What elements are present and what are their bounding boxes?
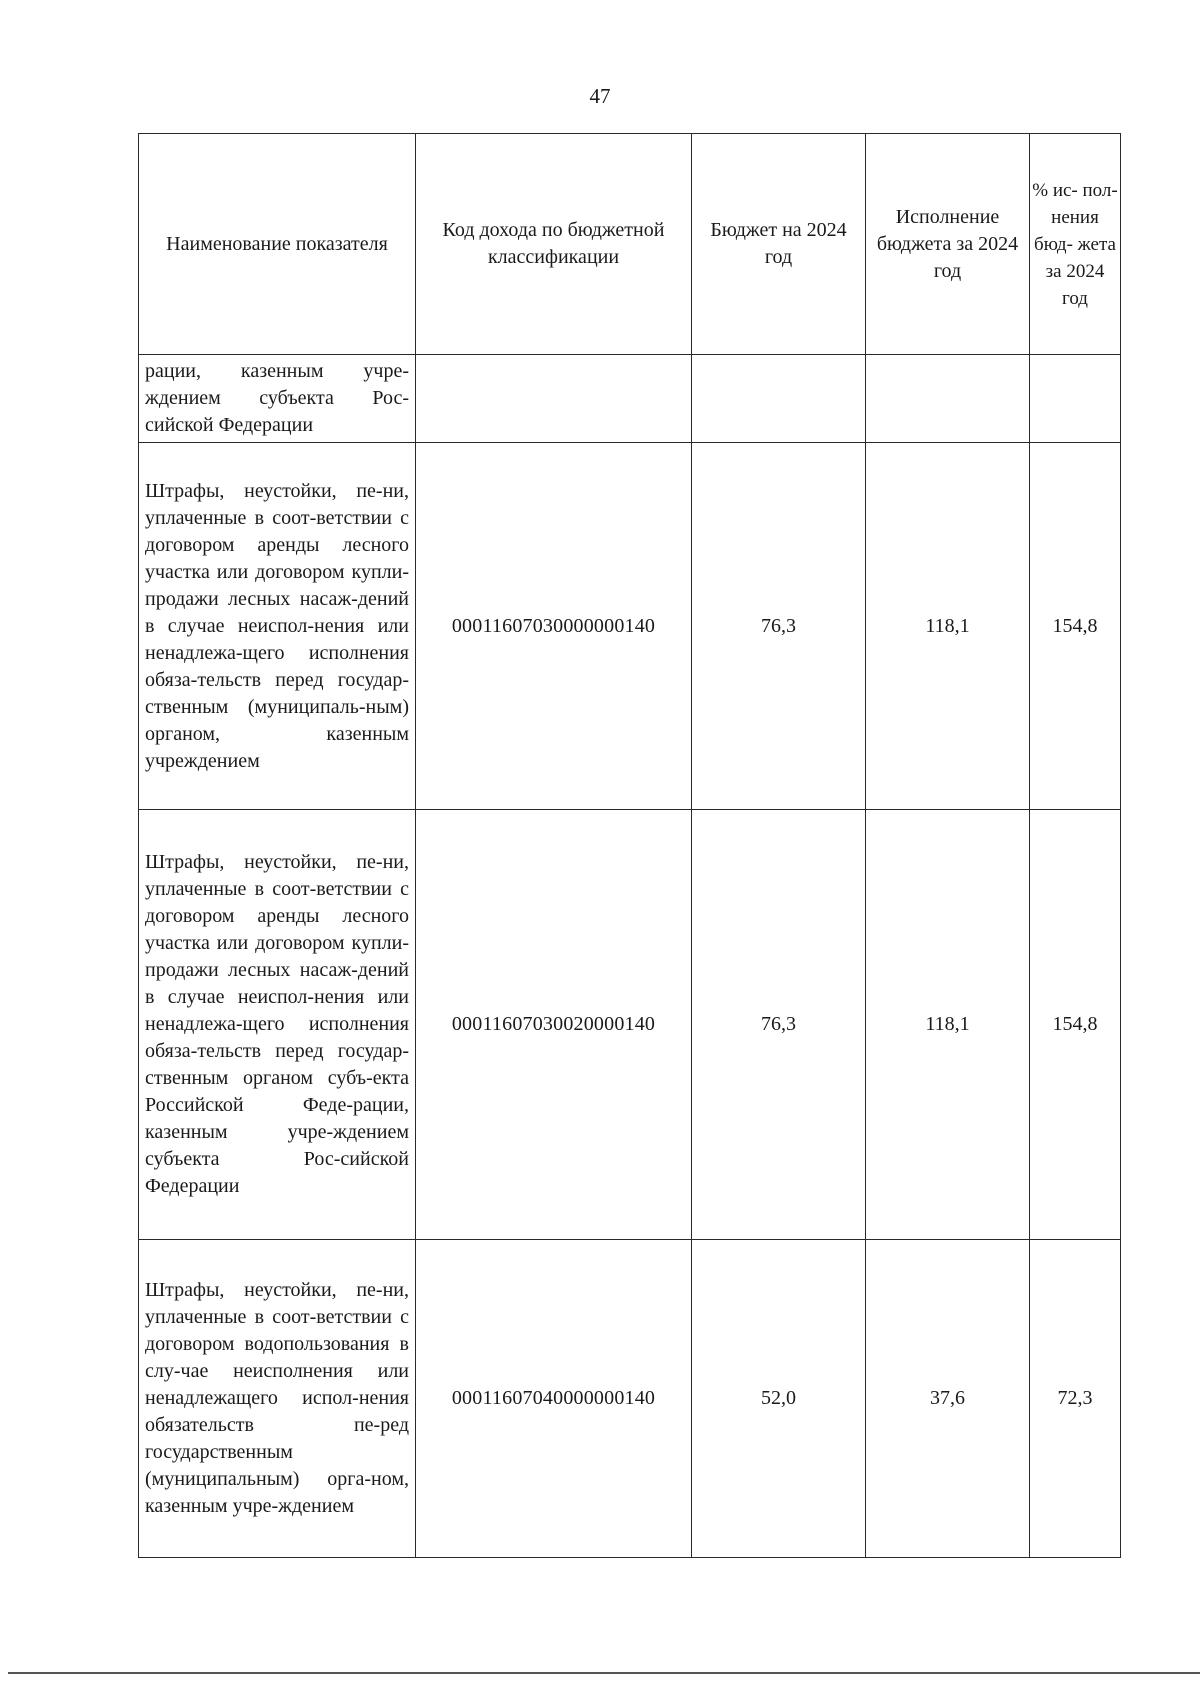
header-execution: Исполнение бюджета за 2024 год	[866, 134, 1030, 355]
row-name: Штрафы, неустойки, пе-ни, уплаченные в соот-ветствии с договором аренды лесного участка или договором купли-продажи лесных насаж-дений в случае неиспол-нения или ненадлежа-щего исполнения обяза-тельств перед государ-ственным органом субъ-екта Российской Феде-рации, казенным учре-ждением субъекта Рос-сийской Федерации	[139, 810, 416, 1240]
budget-table	[138, 133, 1121, 1558]
table-row	[139, 810, 1121, 1240]
row-execution	[866, 355, 1030, 443]
header-name: Наименование показателя	[139, 134, 416, 355]
row-percent: 154,8	[1030, 810, 1121, 1240]
row-code: 00011607030020000140	[416, 810, 692, 1240]
table-header-row	[139, 134, 1121, 355]
row-name: Штрафы, неустойки, пе-ни, уплаченные в соот-ветствии с договором аренды лесного участка или договором купли-продажи лесных насаж-дений в случае неиспол-нения или ненадлежа-щего исполнения обяза-тельств перед государ-ственным (муниципаль-ным) органом, казенным учреждением	[139, 443, 416, 810]
row-execution: 118,1	[866, 810, 1030, 1240]
header-code: Код дохода по бюджетной классификации	[416, 134, 692, 355]
row-budget: 76,3	[692, 810, 866, 1240]
table-row	[139, 355, 1121, 443]
row-percent: 154,8	[1030, 443, 1121, 810]
row-name: рации, казенным учре-ждением субъекта Рос-сийской Федерации	[139, 355, 416, 443]
table-row	[139, 443, 1121, 810]
row-budget: 76,3	[692, 443, 866, 810]
row-execution: 37,6	[866, 1240, 1030, 1558]
row-code: 00011607030000000140	[416, 443, 692, 810]
row-budget	[692, 355, 866, 443]
header-percent: % ис- пол- нения бюд- жета за 2024 год	[1030, 134, 1121, 355]
row-name: Штрафы, неустойки, пе-ни, уплаченные в соот-ветствии с договором водопользования в слу-чае неисполнения или ненадлежащего испол-нения обязательств пе-ред государственным (муниципальным) орга-ном, казенным учре-ждением	[139, 1240, 416, 1558]
footer-rule	[8, 1672, 1200, 1674]
row-code	[416, 355, 692, 443]
page-number: 47	[589, 84, 611, 108]
table-row	[139, 1240, 1121, 1558]
header-budget: Бюджет на 2024 год	[692, 134, 866, 355]
row-execution: 118,1	[866, 443, 1030, 810]
row-percent: 72,3	[1030, 1240, 1121, 1558]
row-code: 00011607040000000140	[416, 1240, 692, 1558]
row-budget: 52,0	[692, 1240, 866, 1558]
row-percent	[1030, 355, 1121, 443]
